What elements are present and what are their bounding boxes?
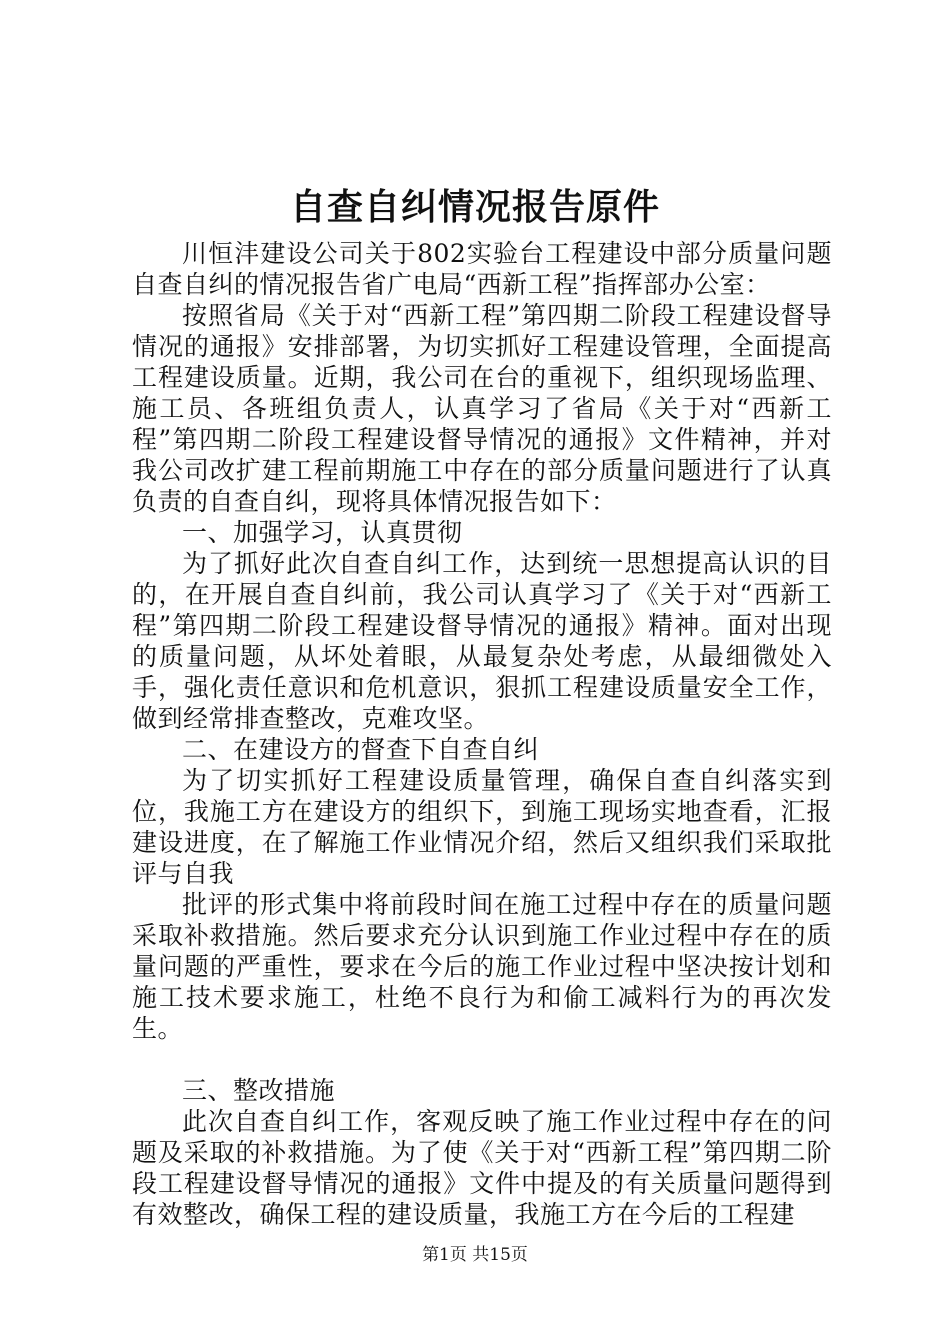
section-heading-3: 三、整改措施	[182, 1076, 336, 1105]
section-heading-1: 一、加强学习，认真贯彻	[182, 518, 463, 547]
document-body	[132, 238, 832, 1230]
paragraph-intro: 川恒沣建设公司关于802实验台工程建设中部分质量问题自查自纠的情况报告省广电局“西新工程”指挥部办公室：	[132, 239, 832, 299]
section-heading-2: 二、在建设方的督查下自查自纠	[182, 735, 540, 764]
document-title: 自查自纠情况报告原件	[289, 187, 660, 228]
paragraph-section-1: 为了抓好此次自查自纠工作，达到统一思想提高认识的目的，在开展自查自纠前，我公司认真学习了《关于对“西新工程”第四期二阶段工程建设督导情况的通报》精神。面对出现的质量问题，从坏处着眼，从最复杂处考虑，从最细微处入手，强化责任意识和危机意识，狠抓工程建设质量安全工作，做到经常排查整改，克难攻坚。	[132, 549, 832, 733]
paragraph-section-2b: 批评的形式集中将前段时间在施工过程中存在的质量问题采取补救措施。然后要求充分认识到施工作业过程中存在的质量问题的严重性，要求在今后的施工作业过程中坚决按计划和施工技术要求施工，杜绝不良行为和偷工减料行为的再次发生。	[132, 890, 832, 1043]
paragraph-section-3: 此次自查自纠工作，客观反映了施工作业过程中存在的问题及采取的补救措施。为了使《关于对“西新工程”第四期二阶段工程建设督导情况的通报》文件中提及的有关质量问题得到有效整改，确保工程的建设质量，我施工方在今后的工程建	[132, 1107, 832, 1229]
paragraph-background: 按照省局《关于对“西新工程”第四期二阶段工程建设督导情况的通报》安排部署，为切实抓好工程建设管理，全面提高工程建设质量。近期，我公司在台的重视下，组织现场监理、施工员、各班组负责人，认真学习了省局《关于对“西新工程”第四期二阶段工程建设督导情况的通报》文件精神，并对我公司改扩建工程前期施工中存在的部分质量问题进行了认真负责的自查自纠，现将具体情况报告如下：	[132, 301, 832, 516]
paragraph-section-2a: 为了切实抓好工程建设质量管理，确保自查自纠落实到位，我施工方在建设方的组织下，到施工现场实地查看，汇报建设进度，在了解施工作业情况介绍，然后又组织我们采取批评与自我	[132, 766, 832, 888]
page-number-footer: 第1页 共15页	[422, 1245, 528, 1265]
